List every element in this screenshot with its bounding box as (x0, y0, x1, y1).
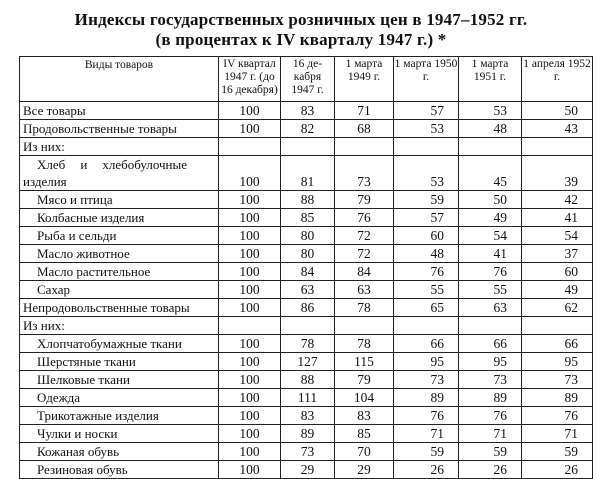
table-cell: 53 (394, 156, 459, 191)
row-label: Масло растительное (20, 263, 219, 281)
table-row (20, 102, 593, 120)
table-cell: 100 (219, 227, 281, 245)
table-cell: 76 (394, 263, 459, 281)
table-cell: 80 (281, 245, 335, 263)
table-cell (281, 138, 335, 156)
table-row (20, 317, 593, 335)
table-cell: 50 (459, 191, 522, 209)
table-cell: 71 (335, 102, 394, 120)
column-header-date-4: 1 марта 1950 г. (394, 57, 459, 102)
table-cell: 73 (394, 371, 459, 389)
row-label: Мясо и птица (20, 191, 219, 209)
table-cell: 55 (394, 281, 459, 299)
table-cell: 100 (219, 425, 281, 443)
table-cell: 104 (335, 389, 394, 407)
row-label: Все товары (20, 102, 219, 120)
table-cell: 79 (335, 191, 394, 209)
table-cell (394, 317, 459, 335)
table-cell: 63 (335, 281, 394, 299)
row-label: Кожаная обувь (20, 443, 219, 461)
table-cell: 41 (522, 209, 593, 227)
table-cell: 76 (459, 263, 522, 281)
table-cell: 73 (522, 371, 593, 389)
table-cell: 100 (219, 353, 281, 371)
table-cell: 48 (394, 245, 459, 263)
table-row (20, 335, 593, 353)
table-row (20, 263, 593, 281)
table-cell: 37 (522, 245, 593, 263)
table-cell: 63 (281, 281, 335, 299)
table-cell: 66 (394, 335, 459, 353)
column-header-date-3: 1 марта 1949 г. (335, 57, 394, 102)
table-cell: 49 (522, 281, 593, 299)
table-cell (522, 317, 593, 335)
table-cell: 43 (522, 120, 593, 138)
table-row (20, 461, 593, 479)
row-label: Сахар (20, 281, 219, 299)
column-header-date-5: 1 марта 1951 г. (459, 57, 522, 102)
table-cell: 100 (219, 443, 281, 461)
table-cell: 42 (522, 191, 593, 209)
table-cell: 57 (394, 102, 459, 120)
table-cell: 85 (281, 209, 335, 227)
table-cell: 100 (219, 209, 281, 227)
table-cell: 48 (459, 120, 522, 138)
row-label-line1: Хлеб и хлебобулочные (37, 157, 187, 172)
row-label: Непродовольственные товары (20, 299, 219, 317)
row-label: Рыба и сельди (20, 227, 219, 245)
table-row (20, 443, 593, 461)
table-cell: 84 (335, 263, 394, 281)
table-cell: 76 (459, 407, 522, 425)
table-cell (335, 317, 394, 335)
table-cell: 68 (335, 120, 394, 138)
table-cell: 115 (335, 353, 394, 371)
table-cell: 89 (394, 389, 459, 407)
table-cell: 100 (219, 102, 281, 120)
table-cell: 54 (459, 227, 522, 245)
price-index-table (19, 56, 593, 479)
table-cell: 26 (394, 461, 459, 479)
table-cell: 62 (522, 299, 593, 317)
table-cell (459, 138, 522, 156)
table-cell: 73 (459, 371, 522, 389)
table-cell: 72 (335, 227, 394, 245)
table-header-row (20, 57, 593, 102)
table-cell: 63 (459, 299, 522, 317)
table-cell: 83 (281, 407, 335, 425)
table-cell: 39 (522, 156, 593, 191)
document-title-line2: (в процентах к IV кварталу 1947 г.) * (155, 30, 447, 49)
table-cell: 100 (219, 299, 281, 317)
table-cell (394, 138, 459, 156)
column-header-date-1: IV квартал 1947 г. (до 16 декабря) (219, 57, 281, 102)
table-cell: 26 (459, 461, 522, 479)
table-cell: 76 (335, 209, 394, 227)
table-cell: 100 (219, 263, 281, 281)
table-cell: 60 (522, 263, 593, 281)
row-label: Трикотажные изделия (20, 407, 219, 425)
table-row (20, 227, 593, 245)
table-cell: 53 (459, 102, 522, 120)
row-label: Колбасные изделия (20, 209, 219, 227)
table-cell: 55 (459, 281, 522, 299)
table-row (20, 138, 593, 156)
table-cell: 79 (335, 371, 394, 389)
row-label (20, 156, 219, 191)
table-cell: 89 (459, 389, 522, 407)
table-cell: 73 (335, 156, 394, 191)
table-cell: 26 (522, 461, 593, 479)
table-cell: 81 (281, 156, 335, 191)
row-label: Продовольственные товары (20, 120, 219, 138)
row-label: Чулки и носки (20, 425, 219, 443)
table-row (20, 299, 593, 317)
table-cell: 100 (219, 245, 281, 263)
table-body (20, 102, 593, 479)
table-cell: 76 (394, 407, 459, 425)
table-cell: 89 (281, 425, 335, 443)
table-cell: 95 (394, 353, 459, 371)
table-row (20, 371, 593, 389)
table-cell: 73 (281, 443, 335, 461)
table-cell: 59 (522, 443, 593, 461)
table-cell: 80 (281, 227, 335, 245)
table-cell: 95 (522, 353, 593, 371)
column-header-date-2: 16 де-кабря 1947 г. (281, 57, 335, 102)
table-cell (522, 138, 593, 156)
table-cell: 111 (281, 389, 335, 407)
row-label: Из них: (20, 317, 219, 335)
column-header-goods-type: Виды товаров (20, 57, 219, 102)
table-cell: 86 (281, 299, 335, 317)
table-cell (335, 138, 394, 156)
table-cell: 83 (281, 102, 335, 120)
table-cell: 83 (335, 407, 394, 425)
table-cell: 100 (219, 461, 281, 479)
table-row (20, 425, 593, 443)
table-cell: 65 (394, 299, 459, 317)
row-label: Из них: (20, 138, 219, 156)
table-row (20, 209, 593, 227)
table-cell: 50 (522, 102, 593, 120)
row-label: Шерстяные ткани (20, 353, 219, 371)
column-header-date-6: 1 апреля 1952 г. (522, 57, 593, 102)
table-cell: 59 (459, 443, 522, 461)
table-cell: 88 (281, 191, 335, 209)
table-row (20, 281, 593, 299)
table-cell: 66 (522, 335, 593, 353)
table-cell: 100 (219, 335, 281, 353)
table-cell: 85 (335, 425, 394, 443)
table-row (20, 245, 593, 263)
row-label: Масло животное (20, 245, 219, 263)
row-label: Одежда (20, 389, 219, 407)
table-cell: 29 (335, 461, 394, 479)
table-cell: 78 (335, 299, 394, 317)
table-cell: 100 (219, 407, 281, 425)
table-cell: 59 (394, 191, 459, 209)
row-label: Шелковые ткани (20, 371, 219, 389)
table-cell: 70 (335, 443, 394, 461)
table-row (20, 407, 593, 425)
table-cell: 29 (281, 461, 335, 479)
table-row (20, 120, 593, 138)
table-cell: 95 (459, 353, 522, 371)
row-label: Хлопчатобумажные ткани (20, 335, 219, 353)
table-cell (459, 317, 522, 335)
table-row (20, 353, 593, 371)
row-label: Резиновая обувь (20, 461, 219, 479)
table-cell: 71 (394, 425, 459, 443)
table-cell: 54 (522, 227, 593, 245)
table-cell: 89 (522, 389, 593, 407)
table-cell: 59 (394, 443, 459, 461)
table-cell: 72 (335, 245, 394, 263)
table-cell: 88 (281, 371, 335, 389)
table-cell: 100 (219, 389, 281, 407)
table-cell: 60 (394, 227, 459, 245)
table-cell: 100 (219, 191, 281, 209)
table-cell: 71 (522, 425, 593, 443)
table-cell (219, 138, 281, 156)
document-title-line1: Индексы государственных розничных цен в 1947–1952 гг. (74, 10, 528, 29)
table-row (20, 191, 593, 209)
table-cell: 49 (459, 209, 522, 227)
table-cell: 100 (219, 156, 281, 191)
table-cell: 78 (281, 335, 335, 353)
table-cell: 100 (219, 371, 281, 389)
table-cell: 82 (281, 120, 335, 138)
table-cell (281, 317, 335, 335)
table-cell: 45 (459, 156, 522, 191)
table-cell: 53 (394, 120, 459, 138)
table-row (20, 156, 593, 191)
table-cell: 100 (219, 120, 281, 138)
table-cell: 127 (281, 353, 335, 371)
table-cell: 84 (281, 263, 335, 281)
table-cell: 41 (459, 245, 522, 263)
table-row (20, 389, 593, 407)
table-cell (219, 317, 281, 335)
table-cell: 78 (335, 335, 394, 353)
table-cell: 71 (459, 425, 522, 443)
table-cell: 57 (394, 209, 459, 227)
table-cell: 76 (522, 407, 593, 425)
row-label-line2: изделия (23, 174, 67, 189)
table-cell: 66 (459, 335, 522, 353)
table-cell: 100 (219, 281, 281, 299)
